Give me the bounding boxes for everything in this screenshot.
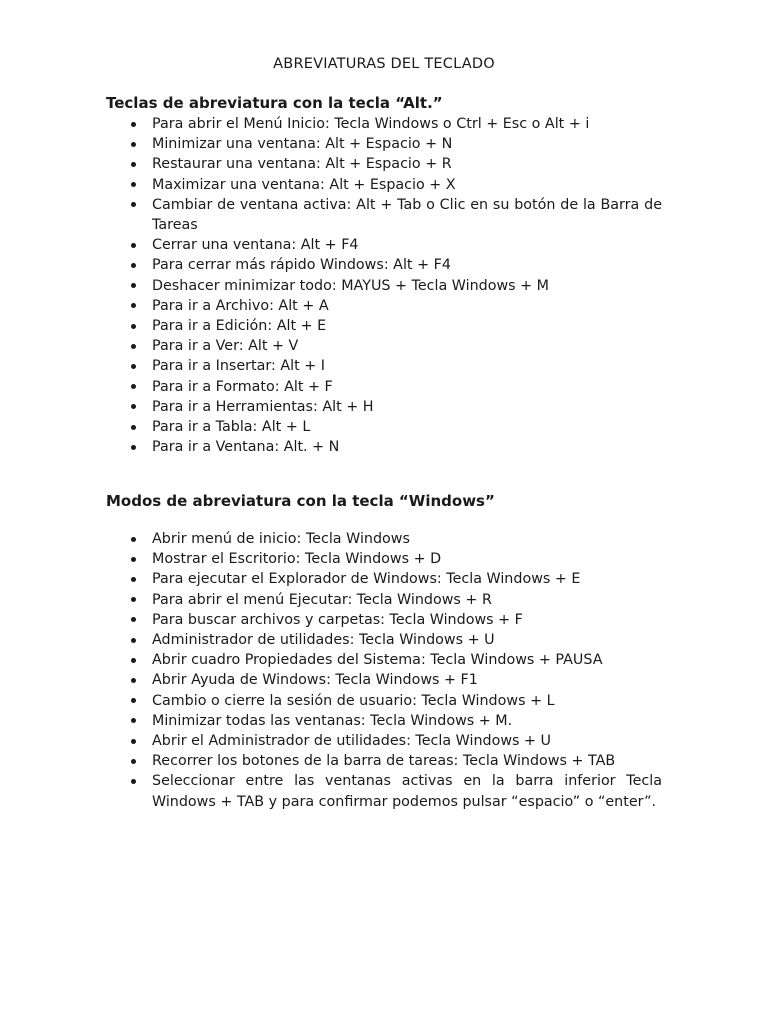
list-item: Para buscar archivos y carpetas: Tecla Windows + F [106,610,662,630]
list-item: Para ir a Insertar: Alt + I [106,356,662,376]
list-item: Para ir a Archivo: Alt + A [106,296,662,316]
section-heading: Modos de abreviatura con la tecla “Windows” [106,492,495,510]
list-item: Recorrer los botones de la barra de tareas: Tecla Windows + TAB [106,751,662,771]
list-item: Cerrar una ventana: Alt + F4 [106,235,662,255]
list-item: Minimizar una ventana: Alt + Espacio + N [106,134,662,154]
list-item: Para ejecutar el Explorador de Windows: Tecla Windows + E [106,569,662,589]
list-item: Abrir Ayuda de Windows: Tecla Windows + F1 [106,670,662,690]
list-item: Para ir a Tabla: Alt + L [106,417,662,437]
list-item: Para ir a Formato: Alt + F [106,377,662,397]
section-heading: Teclas de abreviatura con la tecla “Alt.” [106,94,443,112]
list-item: Abrir el Administrador de utilidades: Tecla Windows + U [106,731,662,751]
document-title: ABREVIATURAS DEL TECLADO [273,56,495,72]
section-alt-shortcuts [106,93,662,457]
shortcut-list [106,114,662,457]
list-item: Minimizar todas las ventanas: Tecla Windows + M. [106,711,662,731]
section-windows-shortcuts [106,491,662,812]
list-item: Para ir a Herramientas: Alt + H [106,397,662,417]
list-item: Maximizar una ventana: Alt + Espacio + X [106,175,662,195]
list-item: Para ir a Ventana: Alt. + N [106,437,662,457]
list-item: Para abrir el Menú Inicio: Tecla Windows o Ctrl + Esc o Alt + i [106,114,662,134]
list-item: Cambiar de ventana activa: Alt + Tab o Clic en su botón de la Barra de Tareas [106,195,662,235]
shortcut-list [106,529,662,812]
list-item: Abrir cuadro Propiedades del Sistema: Tecla Windows + PAUSA [106,650,662,670]
list-item: Seleccionar entre las ventanas activas en la barra inferior Tecla Windows + TAB y para confirmar podemos pulsar “espacio” o “enter”. [106,771,662,811]
list-item: Deshacer minimizar todo: MAYUS + Tecla Windows + M [106,276,662,296]
list-item: Para cerrar más rápido Windows: Alt + F4 [106,255,662,275]
list-item: Abrir menú de inicio: Tecla Windows [106,529,662,549]
list-item: Cambio o cierre la sesión de usuario: Tecla Windows + L [106,691,662,711]
list-item: Administrador de utilidades: Tecla Windows + U [106,630,662,650]
list-item: Para abrir el menú Ejecutar: Tecla Windows + R [106,590,662,610]
list-item: Para ir a Edición: Alt + E [106,316,662,336]
list-item: Mostrar el Escritorio: Tecla Windows + D [106,549,662,569]
list-item: Restaurar una ventana: Alt + Espacio + R [106,154,662,174]
list-item: Para ir a Ver: Alt + V [106,336,662,356]
